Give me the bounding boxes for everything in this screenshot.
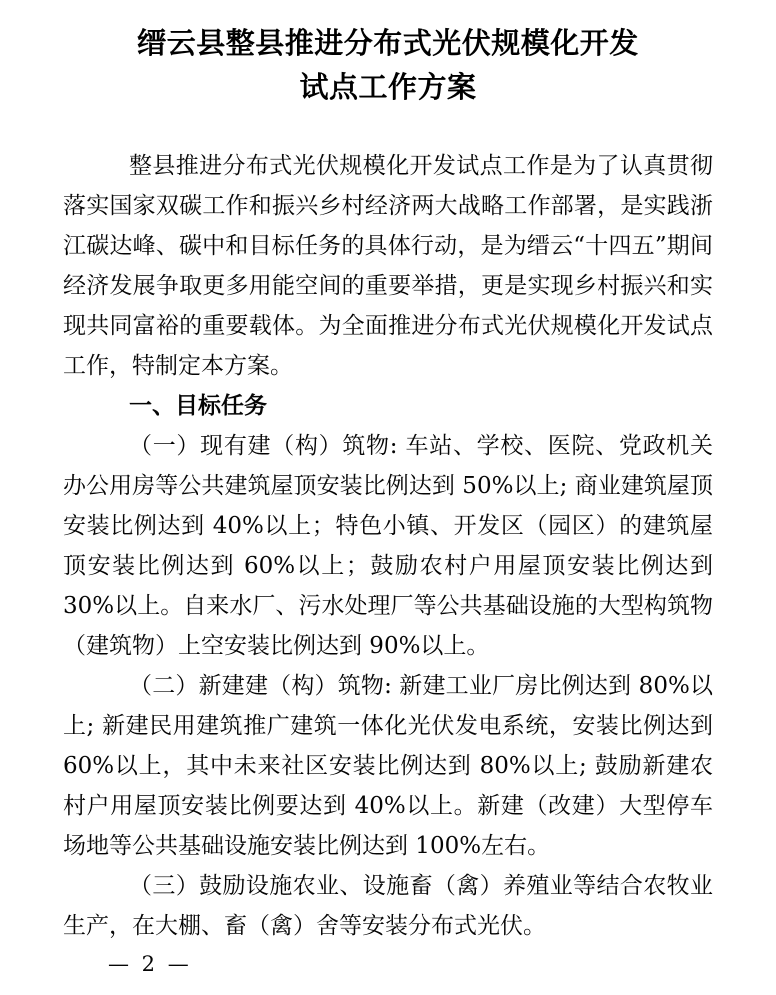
section-heading: 一、目标任务 (129, 393, 267, 419)
body-paragraph: （三）鼓励设施农业、设施畜（禽）养殖业等结合农牧业生产，在大棚、畜（禽）舍等安装分布式光伏。 (63, 873, 713, 939)
document-title (0, 0, 776, 109)
document-title-line-2: 试点工作方案 (299, 70, 477, 104)
page-number: — 2 — (108, 952, 192, 976)
body-paragraph: 整县推进分布式光伏规模化开发试点工作是为了认真贯彻落实国家双碳工作和振兴乡村经济两大战略工作部署，是实践浙江碳达峰、碳中和目标任务的具体行动，是为缙云“十四五”期间经济发展争取更多用能空间的重要举措，更是实现乡村振兴和实现共同富裕的重要载体。为全面推进分布式光伏规模化开发试点工作，特制定本方案。 (63, 153, 713, 379)
body-paragraph: （二）新建建（构）筑物: 新建工业厂房比例达到 80%以上; 新建民用建筑推广建筑一体化光伏发电系统，安装比例达到 60%以上，其中未来社区安装比例达到 80%以上; 鼓励新建农村户用屋顶安装比例要达到 40%以上。新建（改建）大型停车场地等公共基础设施安装比例达到 100%左右。 (63, 673, 713, 859)
document-title-line-1: 缙云县整县推进分布式光伏规模化开发 (137, 26, 639, 60)
body-paragraph: （一）现有建（构）筑物: 车站、学校、医院、党政机关办公用房等公共建筑屋顶安装比例达到 50%以上; 商业建筑屋顶安装比例达到 40%以上；特色小镇、开发区（园区）的建筑屋顶安装比例达到 60%以上；鼓励农村户用屋顶安装比例达到 30%以上。自来水厂、污水处理厂等公共基础设施的大型构筑物（建筑物）上空安装比例达到 90%以上。 (63, 433, 713, 659)
document-body (63, 146, 713, 946)
